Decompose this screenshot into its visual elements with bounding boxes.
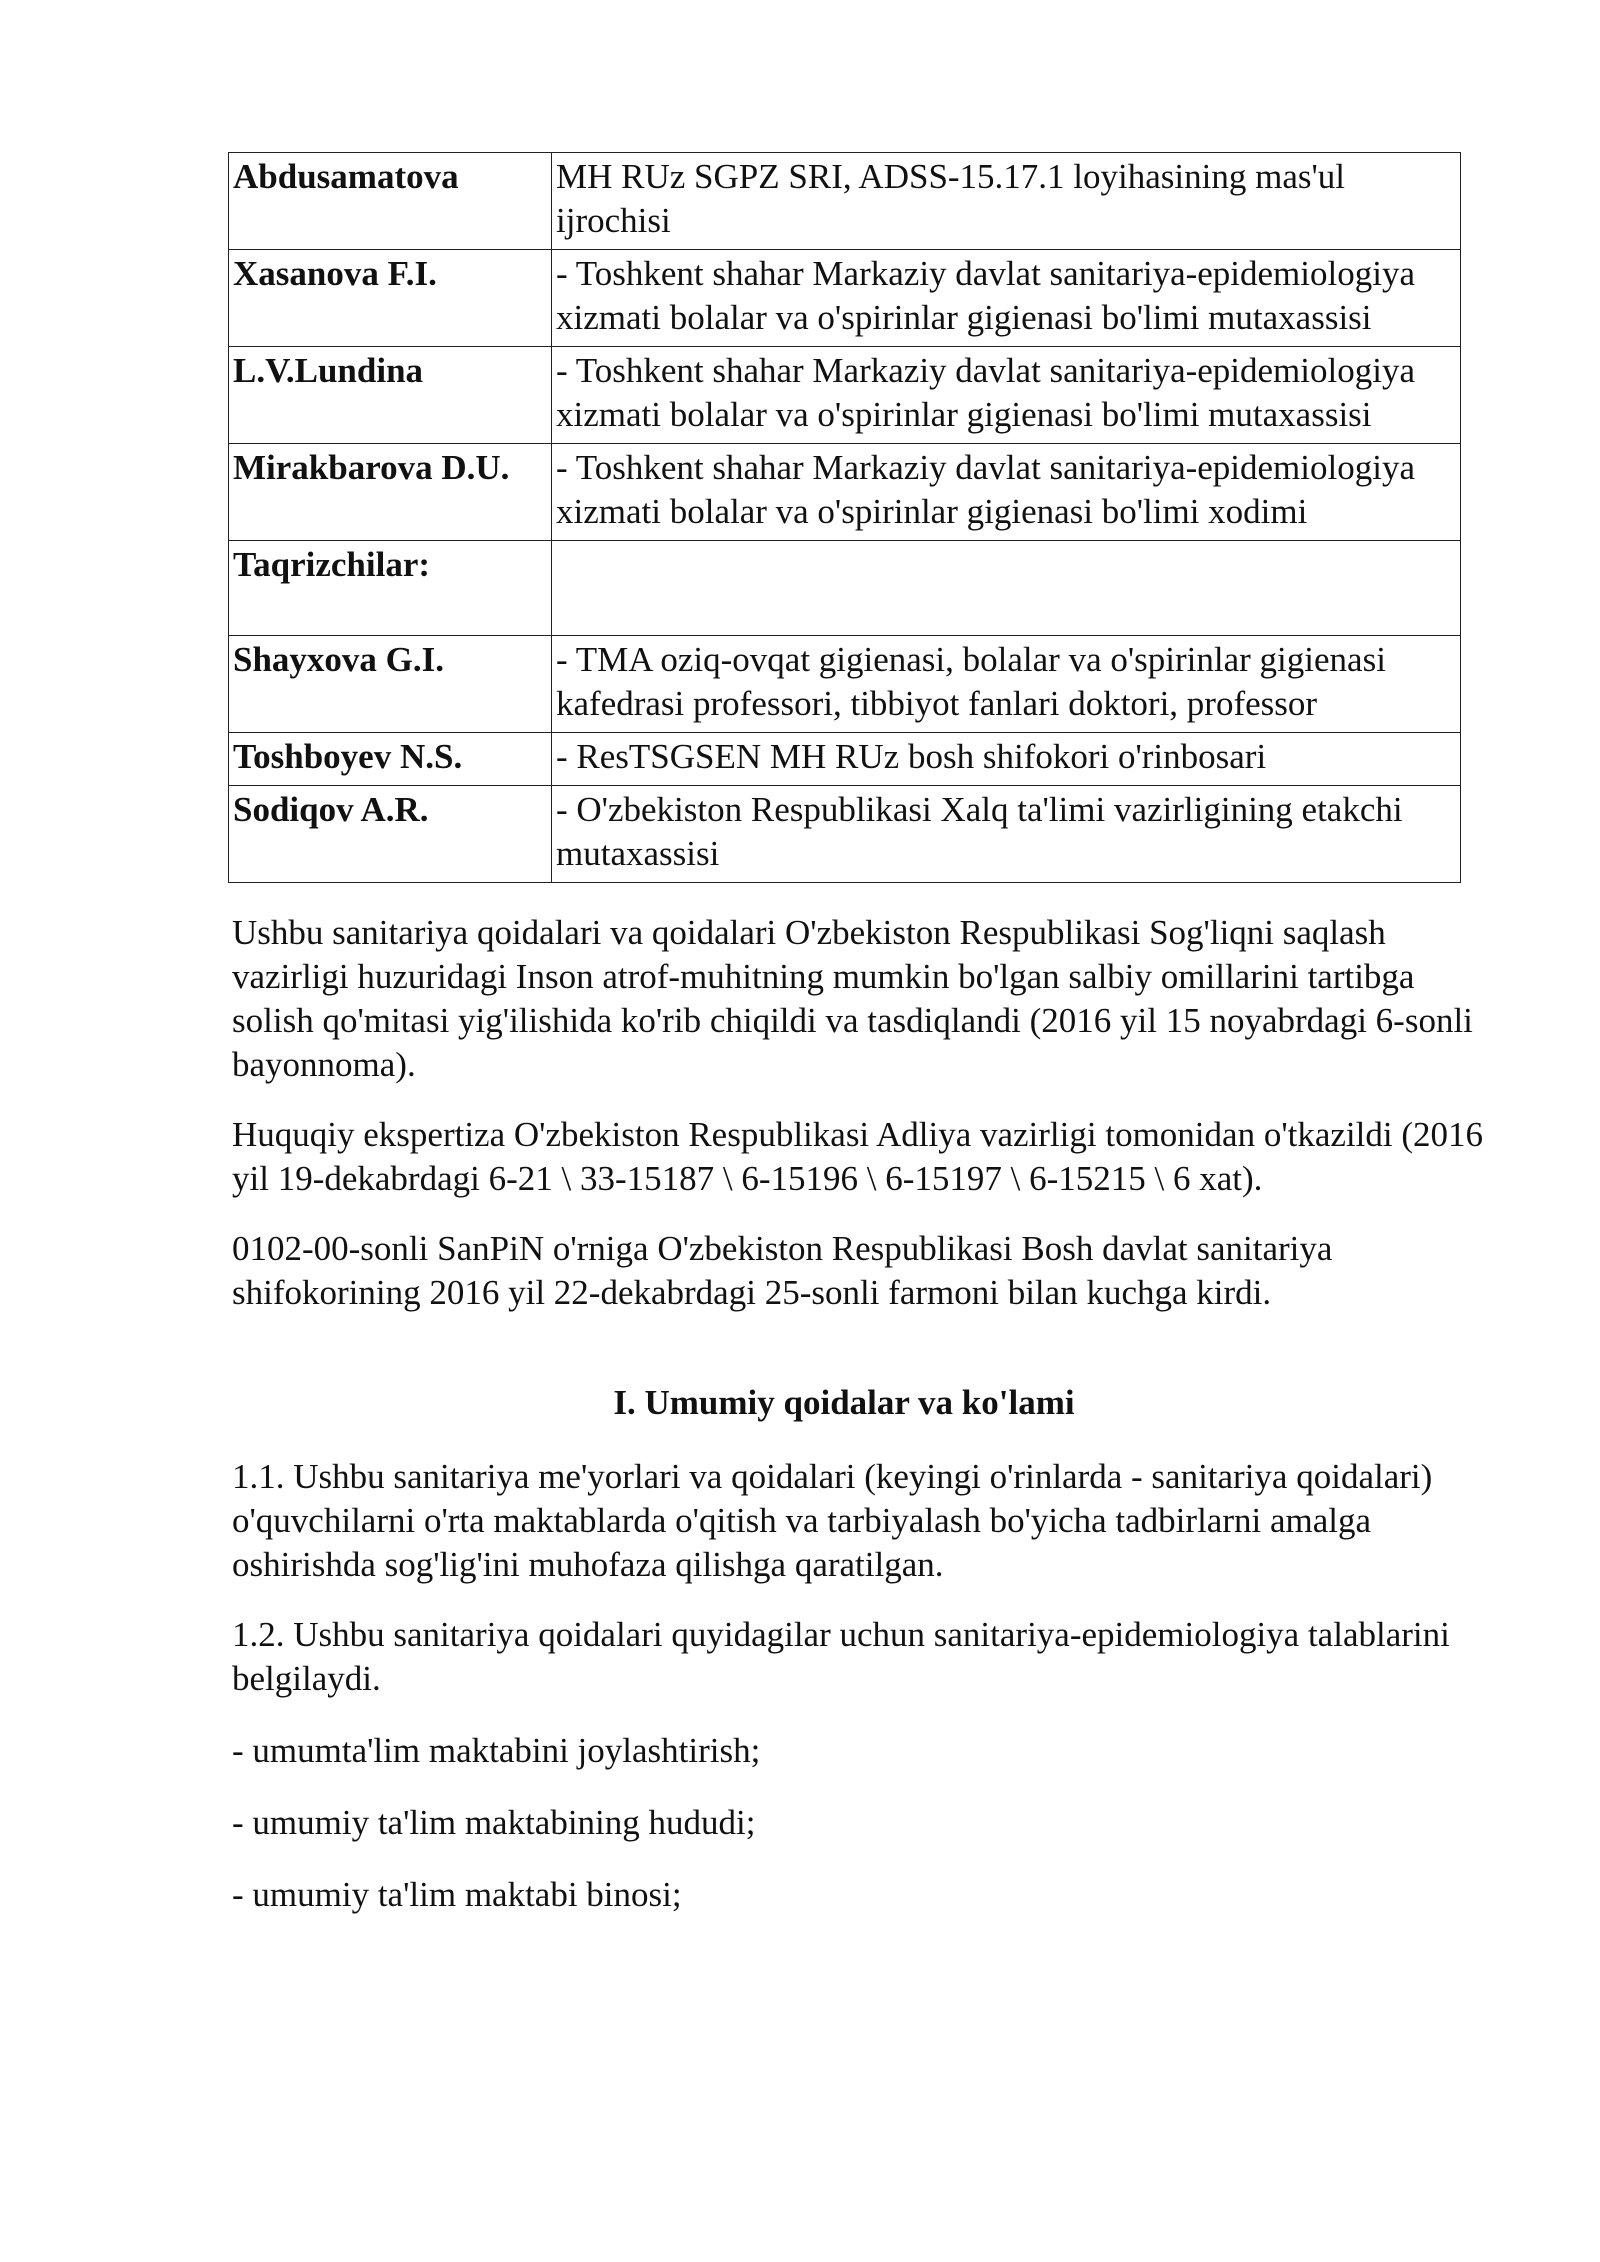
author-role: - Toshkent shahar Markaziy davlat sanitariya-epidemiologiya xizmati bolalar va o'spirinlar gigienasi bo'limi mutaxassisi: [552, 250, 1461, 347]
list-item: - umumiy ta'lim maktabining hududi;: [232, 1803, 756, 1842]
expertise-paragraph: Huquqiy ekspertiza O'zbekiston Respublikasi Adliya vazirligi tomonidan o'tkazildi (2016 yil 19-dekabrdagi 6-21 \ 33-15187 \ 6-15196 \ 6-15197 \ 6-15215 \ 6 xat).: [232, 1115, 1483, 1198]
table-row: [229, 444, 1461, 541]
author-role: - Toshkent shahar Markaziy davlat sanitariya-epidemiologiya xizmati bolalar va o'spirinlar gigienasi bo'limi mutaxassisi: [552, 347, 1461, 444]
table-row-reviewers-header: [229, 541, 1461, 636]
author-name: Abdusamatova: [229, 153, 552, 250]
reviewer-role: - TMA oziq-ovqat gigienasi, bolalar va o'spirinlar gigienasi kafedrasi professori, tibbiyot fanlari doktori, professor: [552, 636, 1461, 733]
section-heading: I. Umumiy qoidalar va ko'lami: [613, 1383, 1075, 1422]
reviewer-name: Shayxova G.I.: [229, 636, 552, 733]
table-row: [229, 636, 1461, 733]
author-name: L.V.Lundina: [229, 347, 552, 444]
document-page: [228, 152, 1488, 1917]
table-row: [229, 786, 1461, 883]
table-row: [229, 250, 1461, 347]
author-role: MH RUz SGPZ SRI, ADSS-15.17.1 loyihasining mas'ul ijrochisi: [552, 153, 1461, 250]
reviewer-role: - O'zbekiston Respublikasi Xalq ta'limi vazirligining etakchi mutaxassisi: [552, 786, 1461, 883]
clause-1-2: 1.2. Ushbu sanitariya qoidalari quyidagilar uchun sanitariya-epidemiologiya talablarini belgilaydi.: [232, 1615, 1450, 1698]
effect-paragraph: 0102-00-sonli SanPiN o'rniga O'zbekiston Respublikasi Bosh davlat sanitariya shifokorining 2016 yil 22-dekabrdagi 25-sonli farmoni bilan kuchga kirdi.: [232, 1229, 1333, 1312]
author-role: - Toshkent shahar Markaziy davlat sanitariya-epidemiologiya xizmati bolalar va o'spirinlar gigienasi bo'limi xodimi: [552, 444, 1461, 541]
author-name: Xasanova F.I.: [229, 250, 552, 347]
reviewer-role: - ResTSGSEN MH RUz bosh shifokori o'rinbosari: [552, 733, 1461, 786]
table-row: [229, 347, 1461, 444]
author-role: [552, 541, 1461, 636]
authors-table: [228, 152, 1461, 883]
list-item: - umumta'lim maktabini joylashtirish;: [232, 1731, 761, 1770]
approval-paragraph: Ushbu sanitariya qoidalari va qoidalari O'zbekiston Respublikasi Sog'liqni saqlash vazirligi huzuridagi Inson atrof-muhitning mumkin bo'lgan salbiy omillarini tartibga solish qo'mitasi yig'ilishida ko'rib chiqildi va tasdiqlandi (2016 yil 15 noyabrdagi 6-sonli bayonnoma).: [232, 913, 1473, 1084]
reviewers-label: Taqrizchilar:: [229, 541, 552, 636]
table-row: [229, 733, 1461, 786]
table-row: [229, 153, 1461, 250]
clause-1-1: 1.1. Ushbu sanitariya me'yorlari va qoidalari (keyingi o'rinlarda - sanitariya qoidalari) o'quvchilarni o'rta maktablarda o'qitish va tarbiyalash bo'yicha tadbirlarni amalga oshirishda sog'lig'ini muhofaza qilishga qaratilgan.: [232, 1457, 1433, 1584]
reviewer-name: Sodiqov A.R.: [229, 786, 552, 883]
list-item: - umumiy ta'lim maktabi binosi;: [232, 1875, 682, 1914]
author-name: Mirakbarova D.U.: [229, 444, 552, 541]
reviewer-name: Toshboyev N.S.: [229, 733, 552, 786]
